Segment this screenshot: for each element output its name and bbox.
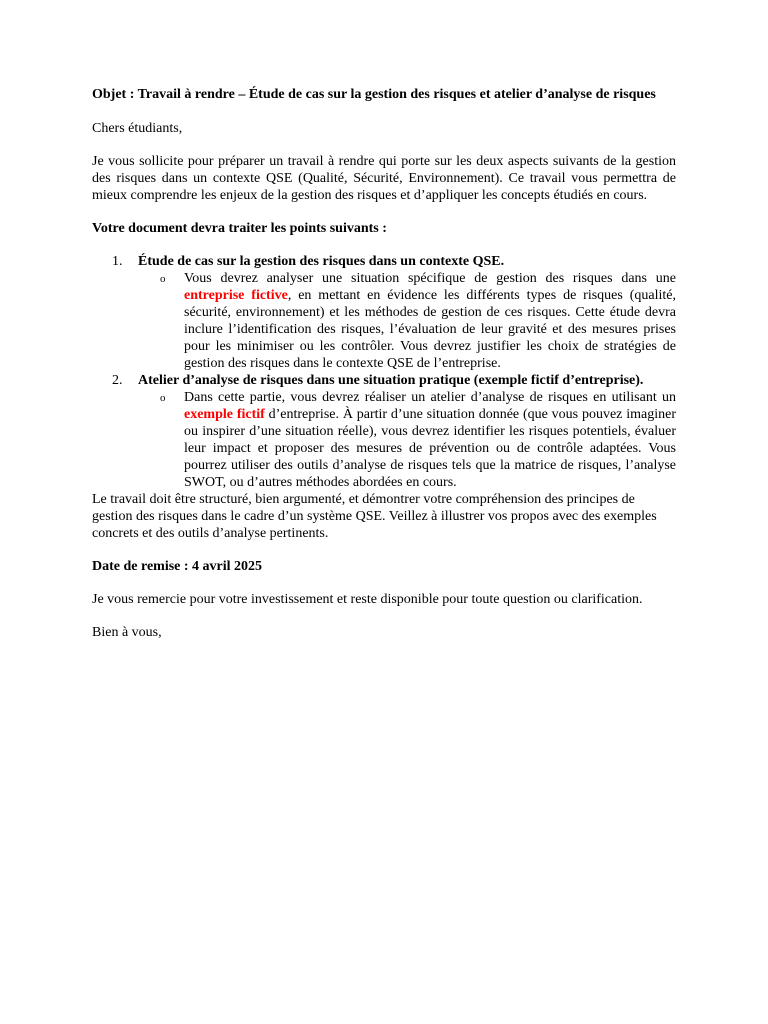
closing: Bien à vous, (92, 625, 162, 640)
description-text: d’entreprise. À partir d’une situation donnée (que vous pouvez imaginer ou inspirer d’une situation réelle), vous devrez identifier les risques potentiels, évaluer leur impact et proposer des mesures de prévention ou de contrôle adaptées. Vous pourrez utiliser des outils d’analyse de risques tels que la matrice de risques, l’analyse SWOT, ou d’autres méthodes abordées en cours. (184, 407, 676, 490)
item-number: 2. (112, 373, 123, 388)
item-title: Atelier d’analyse de risques dans une situation pratique (exemple fictif d’entreprise). (138, 373, 644, 388)
description-text: Dans cette partie, vous devrez réaliser un atelier d’analyse de risques en utilisant un (184, 390, 676, 405)
list-item (92, 253, 676, 372)
subject-line: Objet : Travail à rendre – Étude de cas sur la gestion des risques et atelier d’analyse de risques (92, 87, 656, 102)
bullet-marker: o (160, 392, 166, 404)
highlight-text: entreprise fictive (184, 288, 288, 303)
sub-list (138, 270, 676, 372)
points-list (92, 253, 676, 491)
thanks-paragraph: Je vous remercie pour votre investissement et reste disponible pour toute question ou clarification. (92, 592, 643, 607)
item-title: Étude de cas sur la gestion des risques dans un contexte QSE. (138, 254, 505, 269)
due-date: Date de remise : 4 avril 2025 (92, 559, 263, 574)
description-text: Vous devrez analyser une situation spécifique de gestion des risques dans une (184, 271, 676, 286)
conclusion-paragraph: Le travail doit être structuré, bien argumenté, et démontrer votre compréhension des principes de gestion des risques dans le cadre d’un système QSE. Veillez à illustrer vos propos avec des exemples concrets et des outils d’analyse pertinents. (92, 492, 657, 541)
bullet-marker: o (160, 273, 166, 285)
highlight-text: exemple fictif (184, 407, 265, 422)
sub-list-item (138, 270, 676, 372)
description-text: , en mettant en évidence les différents types de risques (qualité, sécurité, environnement) et les méthodes de gestion de ces risques. Cette étude devra inclure l’identification des risques, l’évaluation de leur gravité et des mesures prises pour les minimiser ou les contrôler. Vous devrez justifier les choix de stratégies de gestion des risques dans le contexte QSE de l’entreprise. (184, 288, 676, 371)
list-item (92, 372, 676, 491)
item-number: 1. (112, 254, 123, 269)
item-description (184, 270, 676, 372)
sub-list (138, 389, 676, 491)
points-heading: Votre document devra traiter les points suivants : (92, 221, 387, 236)
item-description (184, 389, 676, 491)
intro-paragraph: Je vous sollicite pour préparer un travail à rendre qui porte sur les deux aspects suivants de la gestion des risques dans un contexte QSE (Qualité, Sécurité, Environnement). Ce travail vous permettra de mieux comprendre les enjeux de la gestion des risques et d’appliquer les concepts étudiés en cours. (92, 154, 676, 203)
sub-list-item (138, 389, 676, 491)
greeting: Chers étudiants, (92, 121, 183, 136)
document-body (92, 86, 676, 641)
